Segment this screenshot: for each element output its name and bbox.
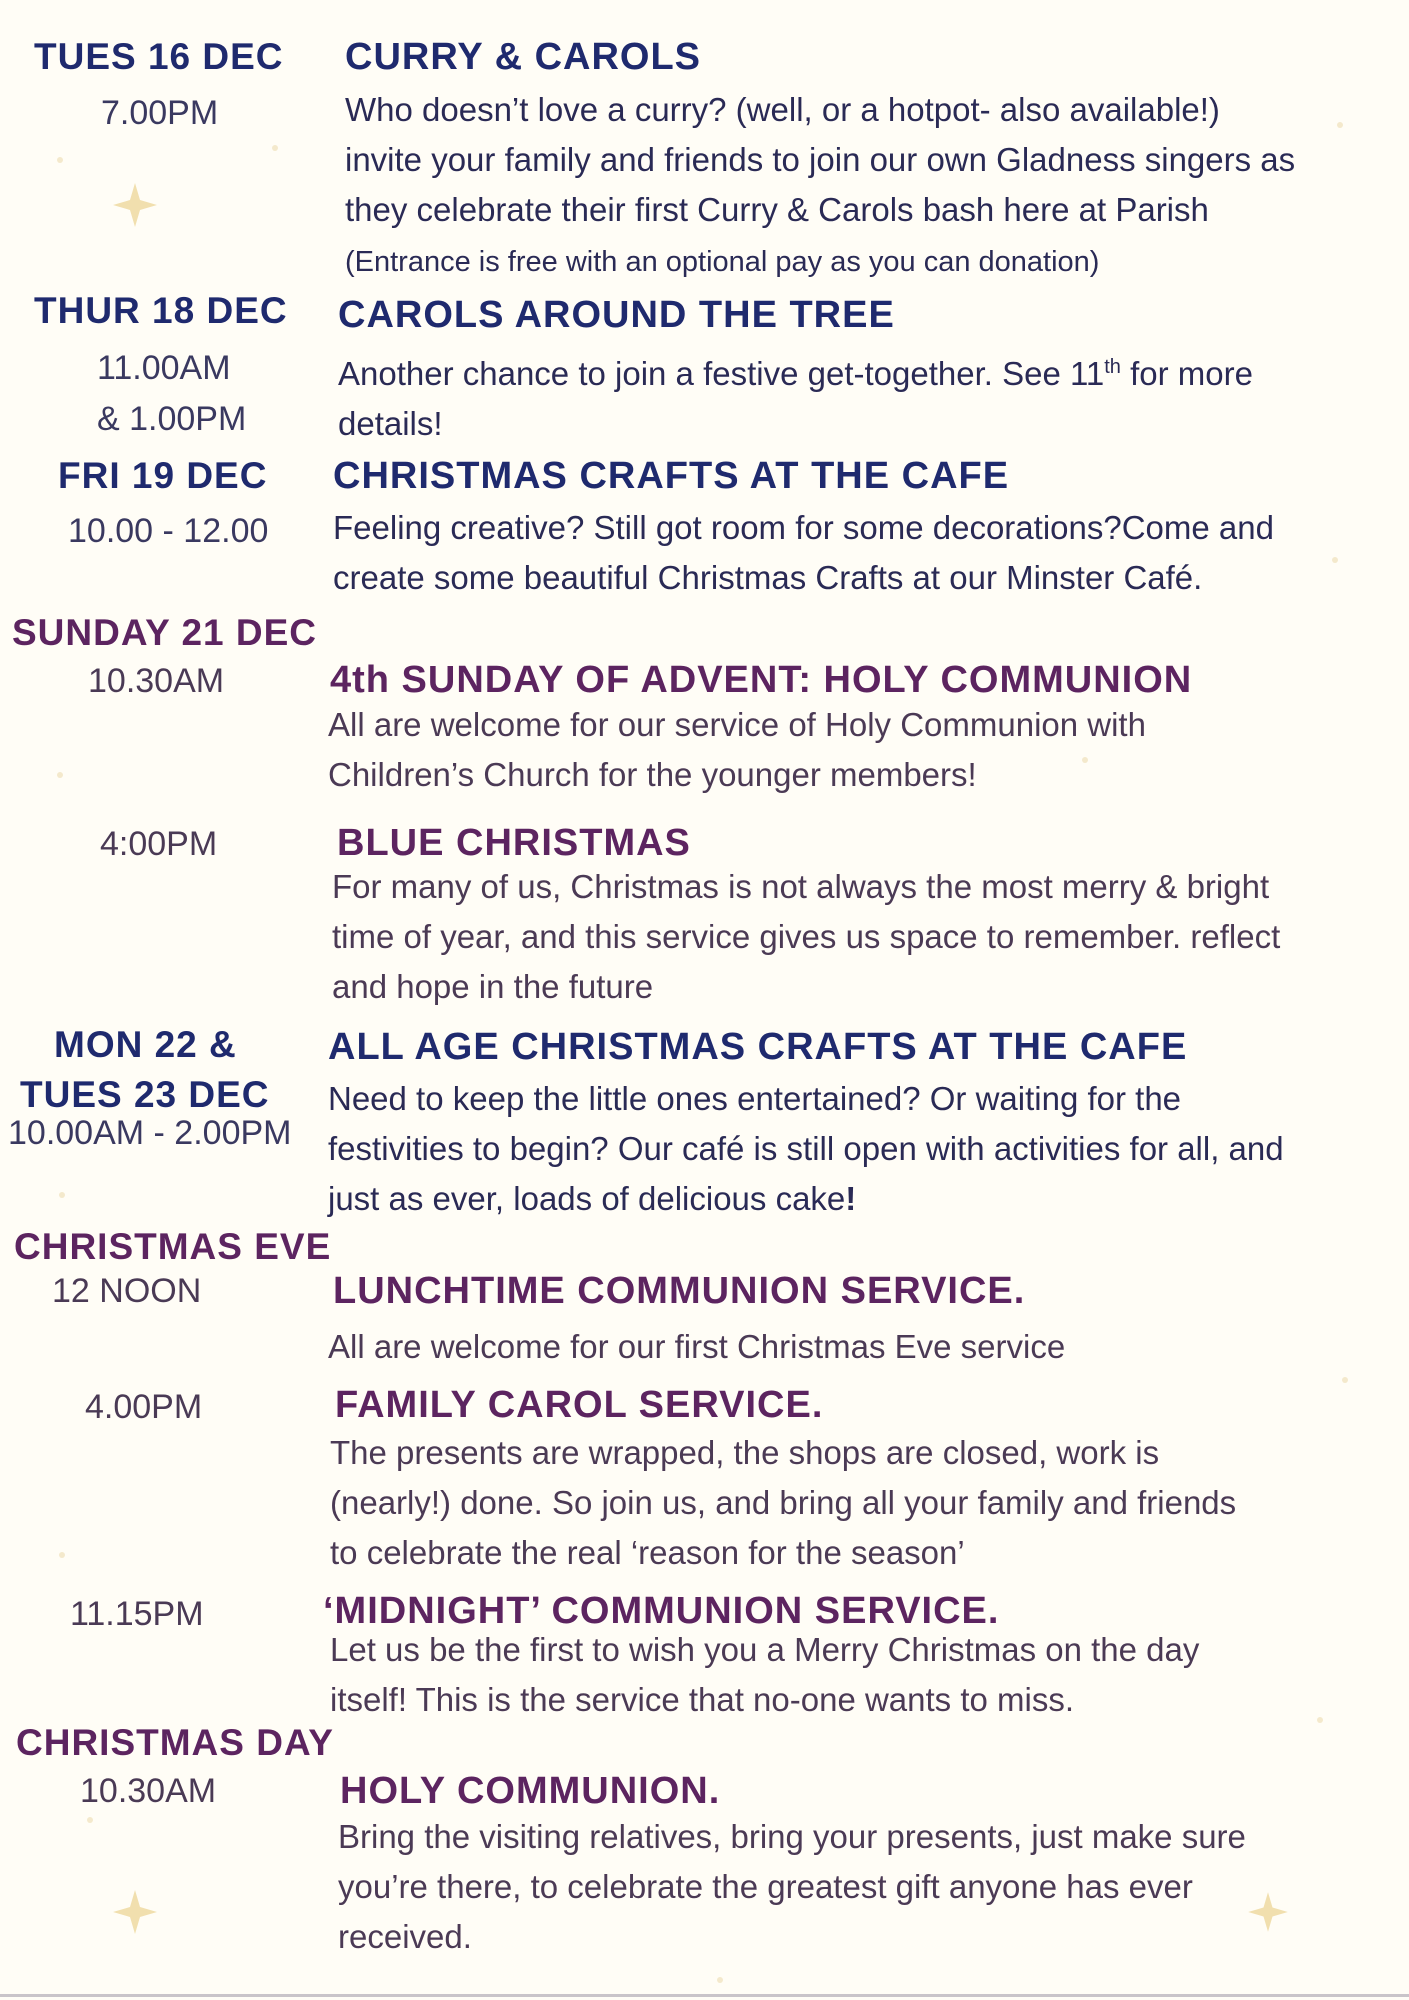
star-icon	[1248, 1892, 1288, 1932]
event-note: (Entrance is free with an optional pay as you can donation)	[345, 246, 1100, 278]
event-description: Let us be the first to wish you a Merry Christmas on the day itself! This is the service that no-one wants to miss.	[330, 1631, 1200, 1718]
event-time: 10.30AM	[88, 662, 225, 700]
event-description: For many of us, Christmas is not always the most merry & bright time of year, and this service gives us space to remember. reflect and hope in the future	[332, 868, 1281, 1005]
event-description: Need to keep the little ones entertained? Or waiting for the festivities to begin? Our café is still open with activities for all, and just as ever, loads of delicious cake!	[328, 1080, 1284, 1217]
event-time: & 1.00PM	[97, 400, 247, 438]
event-time: 7.00PM	[101, 94, 219, 132]
event-time: 4.00PM	[85, 1388, 203, 1426]
star-icon	[113, 183, 157, 227]
event-date: CHRISTMAS EVE	[14, 1226, 332, 1267]
event-time: 10.30AM	[80, 1772, 217, 1810]
event-time: 11.00AM	[97, 349, 231, 387]
event-description: All are welcome for our first Christmas Eve service	[328, 1328, 1066, 1365]
event-title: CHRISTMAS CRAFTS AT THE CAFE	[333, 455, 1010, 497]
star-icon	[113, 1890, 157, 1934]
event-time: 10.00 - 12.00	[68, 512, 269, 550]
event-description: Bring the visiting relatives, bring your presents, just make sure you’re there, to celebrate the greatest gift anyone has ever received.	[338, 1818, 1246, 1955]
event-description: Who doesn’t love a curry? (well, or a hotpot- also available!) invite your family and friends to join our own Gladness singers as they celebrate their first Curry & Carols bash here at Parish	[345, 91, 1296, 228]
event-title: HOLY COMMUNION.	[340, 1770, 721, 1812]
event-title: CAROLS AROUND THE TREE	[338, 294, 895, 336]
event-description: Feeling creative? Still got room for some decorations?Come and create some beautiful Christmas Crafts at our Minster Café.	[333, 509, 1274, 596]
bottom-rule	[0, 1994, 1409, 1997]
event-date: TUES 23 DEC	[20, 1074, 270, 1115]
event-title: LUNCHTIME COMMUNION SERVICE.	[333, 1270, 1026, 1312]
event-date: MON 22 &	[54, 1024, 237, 1065]
event-description: Another chance to join a festive get-together. See 11th for more details!	[338, 355, 1253, 442]
event-date: THUR 18 DEC	[34, 290, 288, 331]
event-time: 10.00AM - 2.00PM	[8, 1114, 292, 1152]
event-title: 4th SUNDAY OF ADVENT: HOLY COMMUNION	[330, 659, 1193, 701]
event-date: SUNDAY 21 DEC	[12, 612, 318, 653]
event-date: FRI 19 DEC	[58, 455, 268, 496]
event-title: ALL AGE CHRISTMAS CRAFTS AT THE CAFE	[328, 1026, 1188, 1068]
event-title: ‘MIDNIGHT’ COMMUNION SERVICE.	[323, 1590, 1000, 1632]
event-time: 4:00PM	[100, 825, 218, 863]
event-description: All are welcome for our service of Holy Communion with Children’s Church for the younger members!	[328, 706, 1146, 793]
event-title: FAMILY CAROL SERVICE.	[335, 1384, 824, 1426]
event-date: TUES 16 DEC	[34, 36, 284, 77]
event-date: CHRISTMAS DAY	[16, 1722, 334, 1763]
event-time: 12 NOON	[52, 1272, 202, 1310]
event-title: BLUE CHRISTMAS	[337, 822, 691, 864]
event-description: The presents are wrapped, the shops are closed, work is (nearly!) done. So join us, and bring all your family and friends to celebrate the real ‘reason for the season’	[330, 1434, 1237, 1571]
event-time: 11.15PM	[70, 1595, 204, 1633]
event-title: CURRY & CAROLS	[345, 36, 702, 78]
